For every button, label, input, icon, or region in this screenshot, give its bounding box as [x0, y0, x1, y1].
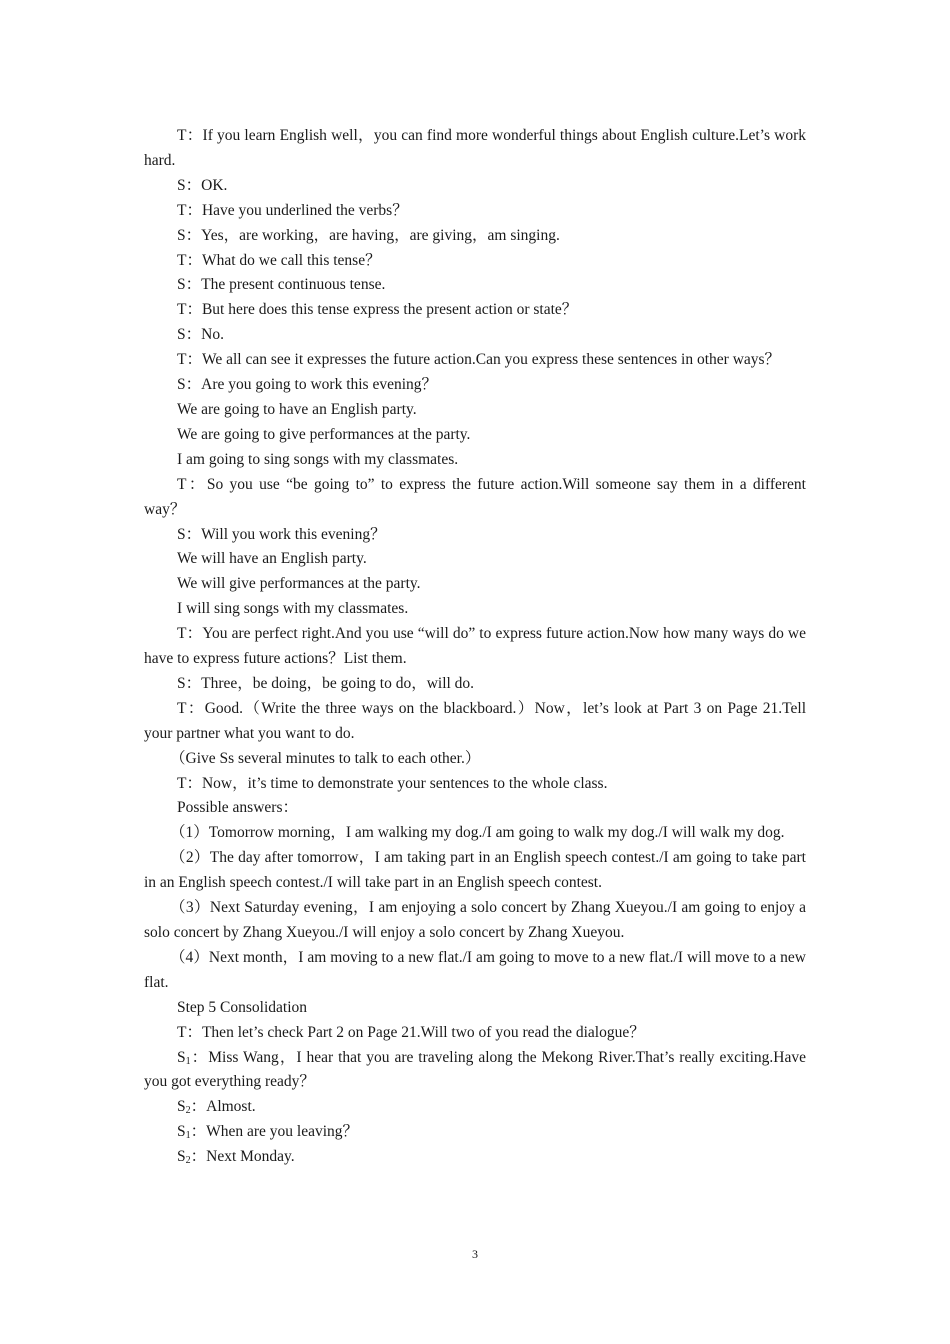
speaker-label: S	[177, 1148, 186, 1166]
paragraph: （4）Next month，I am moving to a new flat./I am going to move to a new flat./I will move to a new flat.	[144, 948, 806, 991]
dialogue-text: ：Next Monday.	[190, 1148, 295, 1166]
dialogue-line	[144, 1145, 806, 1170]
paragraph: T：Have you underlined the verbs？	[177, 201, 408, 219]
paragraph: T：If you learn English well，you can find more wonderful things about English culture.Let’s work hard.	[144, 127, 806, 169]
page-number: 3	[472, 1247, 478, 1261]
paragraph: （2）The day after tomorrow，I am taking part in an English speech contest./I am going to take part in an English speech contest./I will take part in an English speech contest.	[144, 849, 806, 892]
dialogue-text: ：When are you leaving？	[190, 1123, 359, 1141]
dialogue-text: ：Almost.	[190, 1098, 256, 1116]
speaker-index: 1	[185, 1130, 191, 1142]
paragraph: T：But here does this tense express the present action or state？	[177, 301, 578, 319]
paragraph: S：No.	[177, 326, 224, 344]
paragraph: T：So you use “be going to” to express the future action.Will someone say them in a different way？	[144, 475, 806, 518]
speaker-label: S	[177, 1123, 186, 1141]
paragraph: We are going to give performances at the party.	[177, 425, 471, 443]
paragraph: T：We all can see it expresses the future action.Can you express these sentences in other ways？	[177, 351, 781, 369]
speaker-index: 2	[185, 1105, 191, 1117]
paragraph: （1）Tomorrow morning，I am walking my dog./I am going to walk my dog./I will walk my dog.	[170, 824, 785, 842]
paragraph: T：Then let’s check Part 2 on Page 21.Will two of you read the dialogue？	[177, 1023, 645, 1041]
paragraph: I will sing songs with my classmates.	[177, 600, 409, 618]
paragraph: S：OK.	[177, 176, 228, 194]
paragraph: S：The present continuous tense.	[177, 276, 386, 294]
paragraph: We will have an English party.	[177, 550, 367, 568]
paragraph: T：You are perfect right.And you use “will do” to express future action.Now how many ways do we have to express future actions？List them.	[144, 625, 806, 668]
document-page	[144, 124, 806, 1170]
dialogue-text: ：Miss Wang，I hear that you are traveling along the Mekong River.That’s really exciting.Have you got everything ready？	[144, 1048, 806, 1091]
paragraph: T：What do we call this tense？	[177, 251, 381, 269]
paragraph: S：Yes，are working，are having，are giving，am singing.	[177, 226, 560, 244]
speaker-index: 1	[185, 1055, 191, 1067]
paragraph: S：Three，be doing，be going to do，will do.	[177, 674, 475, 692]
speaker-index: 2	[185, 1155, 191, 1167]
paragraph: T：Good.（Write the three ways on the blackboard.）Now，let’s look at Part 3 on Page 21.Tell your partner what you want to do.	[144, 699, 806, 742]
paragraph: （3）Next Saturday evening，I am enjoying a solo concert by Zhang Xueyou./I am going to enjoy a solo concert by Zhang Xueyou./I will enjoy a solo concert by Zhang Xueyou.	[144, 899, 806, 941]
paragraph: S：Will you work this evening？	[177, 525, 386, 543]
paragraph: （Give Ss several minutes to talk to each other.）	[170, 749, 481, 767]
speaker-label: S	[177, 1098, 186, 1116]
paragraph: I am going to sing songs with my classmates.	[177, 450, 459, 468]
paragraph: Possible answers：	[177, 799, 298, 817]
paragraph: We will give performances at the party.	[177, 575, 421, 593]
section-heading: Step 5 Consolidation	[177, 998, 308, 1016]
dialogue-line	[144, 1120, 806, 1145]
paragraph: We are going to have an English party.	[177, 400, 417, 418]
dialogue-line	[144, 1046, 806, 1096]
dialogue-line	[144, 1095, 806, 1120]
paragraph: T：Now，it’s time to demonstrate your sentences to the whole class.	[177, 774, 608, 792]
speaker-label: S	[177, 1048, 186, 1066]
paragraph: S：Are you going to work this evening？	[177, 376, 438, 394]
